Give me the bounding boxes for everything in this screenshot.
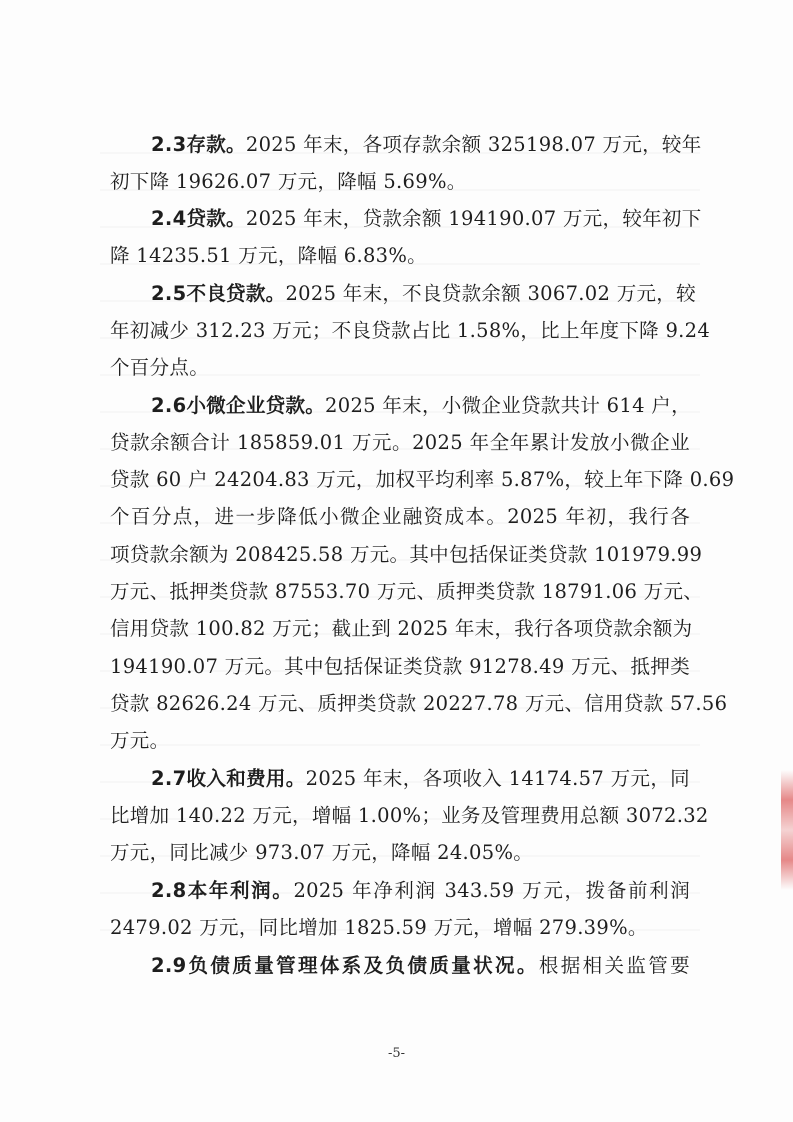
text-line (110, 652, 690, 682)
line-text: 降 14235.51 万元，降幅 6.83%。 (110, 244, 427, 267)
line-text: 贷款余额合计 185859.01 万元。2025 年全年累计发放小微企业 (110, 431, 690, 454)
line-text: 194190.07 万元。其中包括保证类贷款 91278.49 万元、抵押类 (110, 655, 690, 678)
page-number: -5- (387, 1046, 406, 1061)
line-text: 2025 年末，贷款余额 194190.07 万元，较年初下 (245, 207, 702, 230)
line-text: 2025 年末，小微企业贷款共计 614 户， (325, 394, 691, 417)
line-text: 贷款 82626.24 万元、质押类贷款 20227.78 万元、信用贷款 57.56 (110, 692, 728, 715)
text-line (110, 241, 690, 271)
section-heading: 2.7收入和费用。 (151, 767, 306, 790)
section-heading: 2.5不良贷款。 (151, 282, 286, 305)
line-text: 个百分点。 (110, 356, 210, 379)
text-line (110, 502, 690, 532)
section-heading: 2.3存款。 (151, 133, 246, 156)
line-text: 比增加 140.22 万元，增幅 1.00%；业务及管理费用总额 3072.32 (110, 804, 709, 827)
text-line (110, 540, 703, 570)
section-heading: 2.9负债质量管理体系及负债质量状况。 (151, 954, 539, 977)
text-line (110, 689, 728, 719)
text-line (110, 316, 711, 346)
red-seal-edge (781, 770, 793, 890)
section-heading: 2.8本年利润。 (151, 879, 294, 902)
line-text: 贷款 60 户 24204.83 万元，加权平均利率 5.87%，较上年下降 0.69 (110, 468, 735, 491)
text-line (110, 913, 690, 943)
text-line (151, 876, 690, 906)
text-line (110, 801, 709, 831)
line-text: 2025 年末，各项存款余额 325198.07 万元，较年 (245, 133, 702, 156)
text-line (151, 204, 702, 234)
line-text: 2479.02 万元，同比增加 1825.59 万元，增幅 279.39%。 (110, 916, 648, 939)
section-heading: 2.4贷款。 (151, 207, 246, 230)
line-text: 初下降 19626.07 万元，降幅 5.69%。 (110, 170, 467, 193)
text-line (151, 279, 696, 309)
section-heading: 2.6小微企业贷款。 (151, 394, 326, 417)
text-line (110, 353, 690, 383)
text-line (110, 726, 690, 756)
text-line (110, 465, 735, 495)
text-line (110, 577, 704, 607)
line-text: 2025 年净利润 343.59 万元，拨备前利润 (293, 879, 691, 902)
line-text: 项贷款余额为 208425.58 万元。其中包括保证类贷款 101979.99 (110, 543, 703, 566)
line-text: 信用贷款 100.82 万元；截止到 2025 年末，我行各项贷款余额为 (110, 617, 693, 640)
line-text: 万元、抵押类贷款 87553.70 万元、质押类贷款 18791.06 万元、 (110, 580, 704, 603)
line-text: 2025 年末，不良贷款余额 3067.02 万元，较 (285, 282, 696, 305)
line-text: 2025 年末，各项收入 14174.57 万元，同 (305, 767, 690, 790)
text-line (110, 614, 693, 644)
line-text: 根据相关监管要 (538, 954, 690, 977)
text-line (151, 764, 690, 794)
line-text: 年初减少 312.23 万元；不良贷款占比 1.58%，比上年度下降 9.24 (110, 319, 711, 342)
line-text: 万元，同比减少 973.07 万元，降幅 24.05%。 (110, 841, 534, 864)
text-line (110, 838, 690, 868)
text-line (110, 167, 690, 197)
line-text: 个百分点，进一步降低小微企业融资成本。2025 年初，我行各 (110, 505, 690, 528)
text-line (110, 428, 690, 458)
text-line (151, 130, 702, 160)
text-line (151, 951, 690, 981)
line-text: 万元。 (110, 729, 170, 752)
text-line (151, 391, 690, 421)
